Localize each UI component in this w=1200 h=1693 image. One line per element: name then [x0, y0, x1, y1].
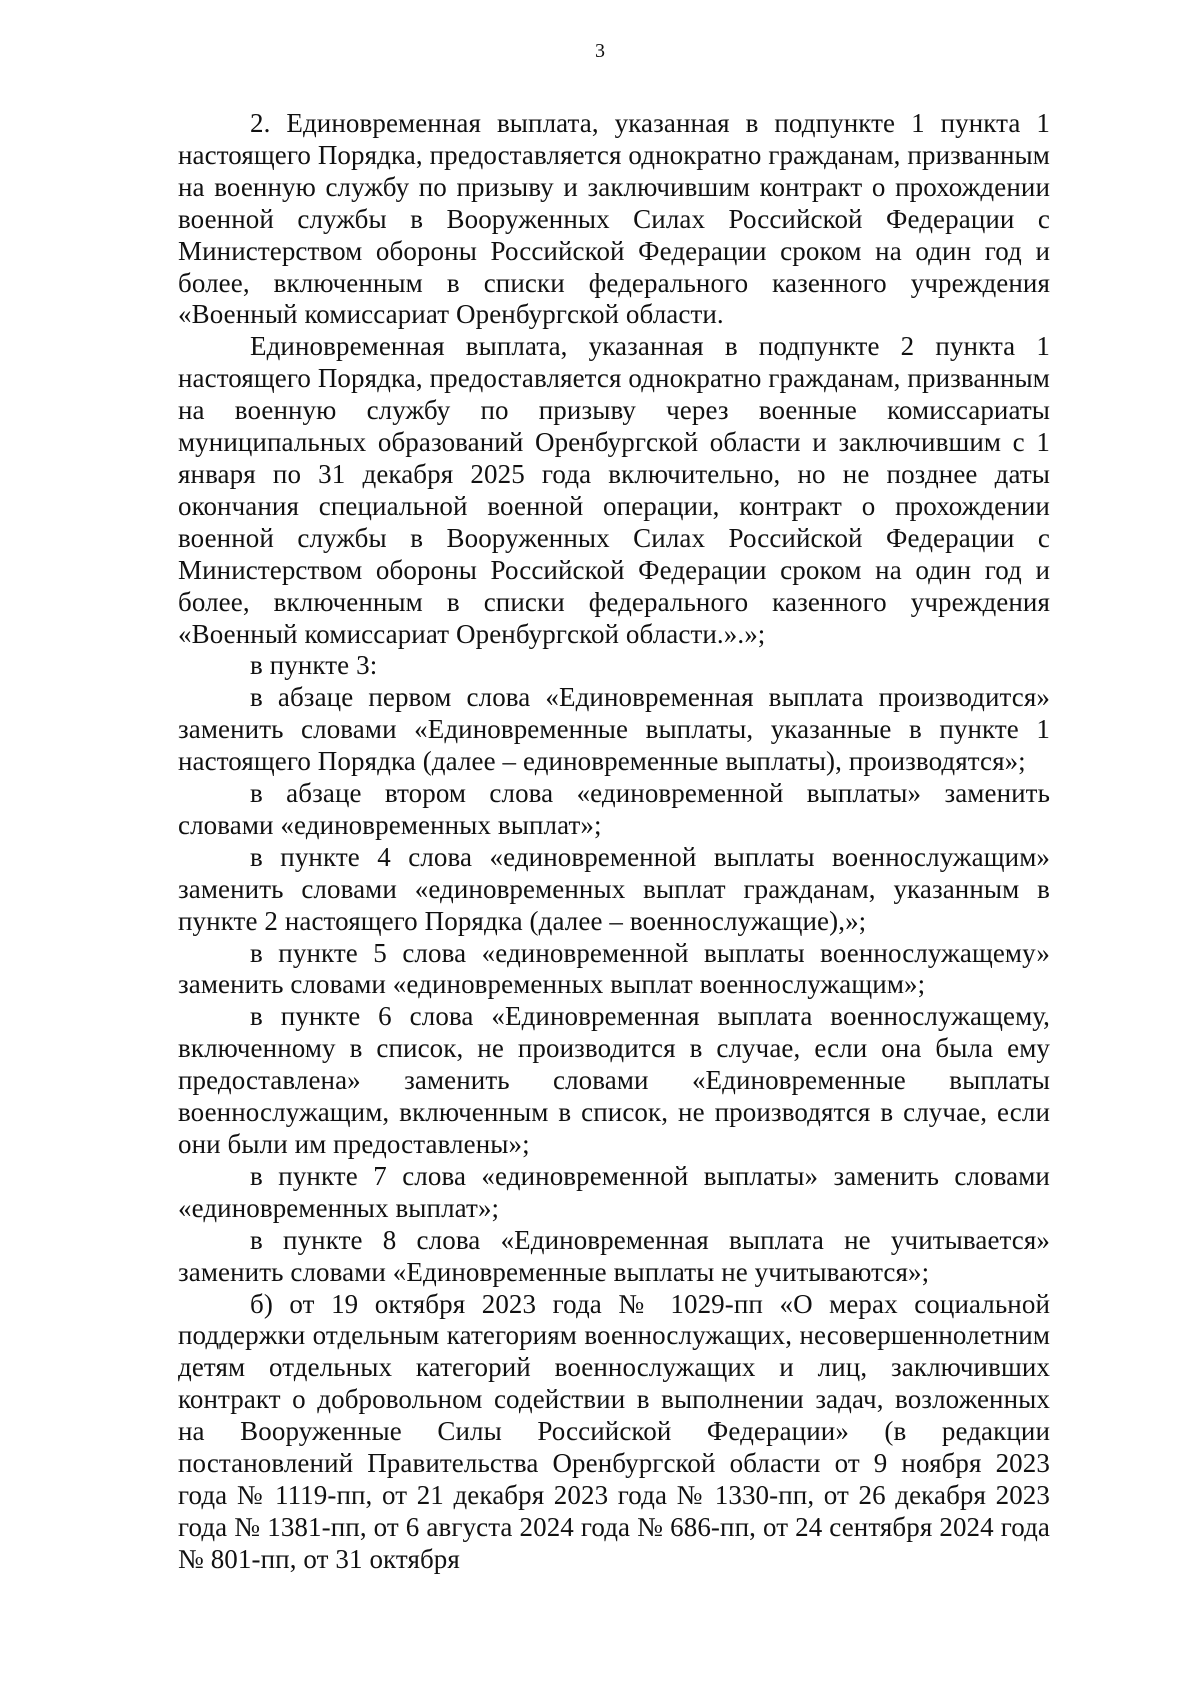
paragraph-point-8: в пункте 8 слова «Единовременная выплата не учитывается» заменить словами «Единовременные выплаты не учитываются»;	[178, 1224, 1050, 1287]
paragraph-point-3-second-abzac: в абзаце втором слова «единовременной выплаты» заменить словами «единовременных выплат»;	[178, 778, 1050, 840]
paragraph-point-2-second: Единовременная выплата, указанная в подпункте 2 пункта 1 настоящего Порядка, предоставляется однократно гражданам, призванным на военную службу по призыву через военные комиссариаты муниципальных образований Оренбургской области и заключившим с 1 января по 31 декабря 2025 года включительно, но не позднее даты окончания специальной военной операции, контракт о прохождении военной службы в Вооруженных Силах Российской Федерации с Министерством обороны Российской Федерации сроком на один год и более, включенным в списки федерального казенного учреждения «Военный комиссариат Оренбургской области.».»;	[178, 331, 1050, 649]
paragraph-point-7: в пункте 7 слова «единовременной выплаты» заменить словами «единовременных выплат»;	[178, 1160, 1050, 1223]
paragraph-point-3-first-abzac: в абзаце первом слова «Единовременная выплата производится» заменить словами «Единовременные выплаты, указанные в пункте 1 настоящего Порядка (далее – единовременные выплаты), производятся»;	[178, 682, 1050, 777]
paragraph-point-6: в пункте 6 слова «Единовременная выплата военнослужащему, включенному в список, не производится в случае, если она была ему предоставлена» заменить словами «Единовременные выплаты военнослужащим, включенным в список, не производятся в случае, если они были им предоставлены»;	[178, 1001, 1050, 1159]
document-body	[178, 108, 1050, 1576]
page-number: 3	[595, 40, 605, 62]
paragraph-point-2: 2. Единовременная выплата, указанная в подпункте 1 пункта 1 настоящего Порядка, предоставляется однократно гражданам, призванным на военную службу по призыву и заключившим контракт о прохождении военной службы в Вооруженных Силах Российской Федерации с Министерством обороны Российской Федерации сроком на один год и более, включенным в списки федерального казенного учреждения «Военный комиссариат Оренбургской области.	[178, 108, 1050, 330]
paragraph-point-4: в пункте 4 слова «единовременной выплаты военнослужащим» заменить словами «единовременных выплат гражданам, указанным в пункте 2 настоящего Порядка (далее – военнослужащие),»;	[178, 841, 1050, 936]
paragraph-point-3-intro: в пункте 3:	[250, 650, 378, 681]
paragraph-point-5: в пункте 5 слова «единовременной выплаты военнослужащему» заменить словами «единовременных выплат военнослужащим»;	[178, 937, 1050, 1000]
paragraph-subitem-b: б) от 19 октября 2023 года № 1029-пп «О мерах социальной поддержки отдельным категориям военнослужащих, несовершеннолетним детям отдельных категорий военнослужащих и лиц, заключивших контракт о добровольном содействии в выполнении задач, возложенных на Вооруженные Силы Российской Федерации» (в редакции постановлений Правительства Оренбургской области от 9 ноября 2023 года № 1119-пп, от 21 декабря 2023 года № 1330-пп, от 26 декабря 2023 года № 1381-пп, от 6 августа 2024 года № 686-пп, от 24 сентября 2024 года № 801-пп, от 31 октября	[178, 1288, 1050, 1574]
